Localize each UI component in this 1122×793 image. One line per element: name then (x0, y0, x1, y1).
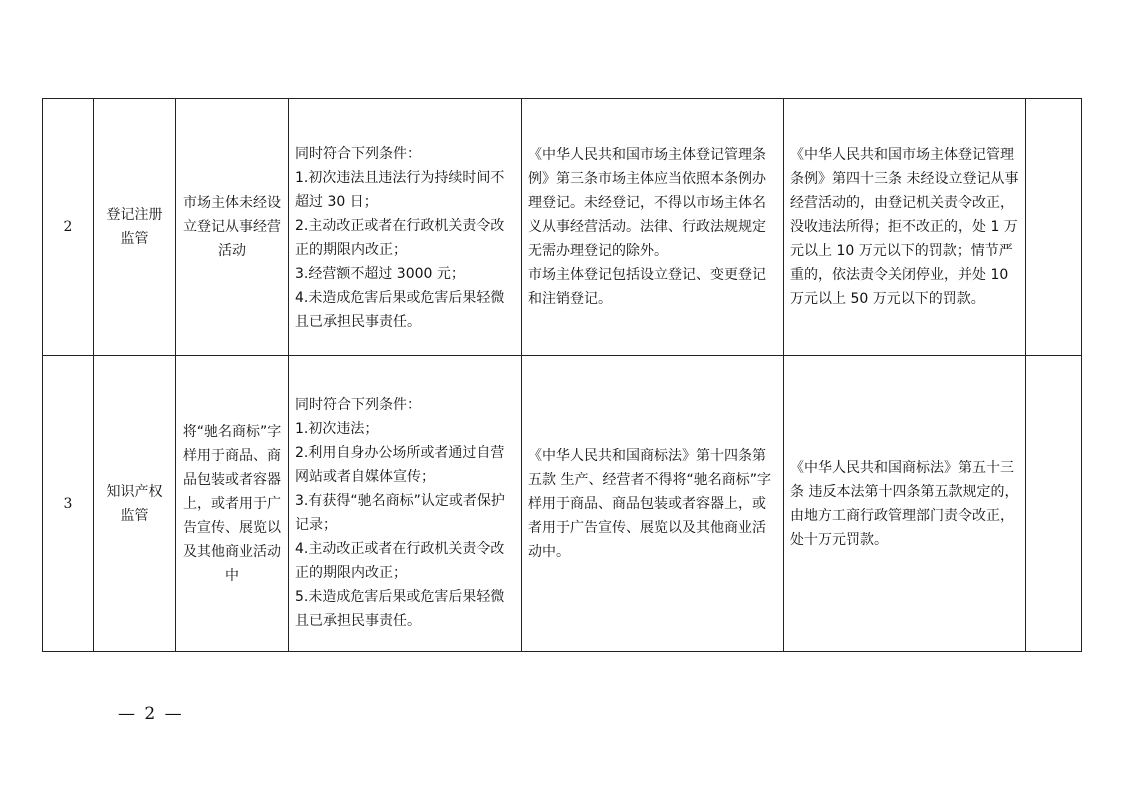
table-row (43, 356, 1082, 652)
page-number: — 2 — (118, 704, 184, 724)
category-cell: 登记注册监管 (94, 99, 176, 356)
condition-line: 2.利用自身办公场所或者通过自营网站或者自媒体宣传； (295, 444, 505, 485)
penalty-basis-cell: 《中华人民共和国商标法》第五十三条 违反本法第十四条第五款规定的，由地方工商行政管理部门责令改正，处十万元罚款。 (784, 356, 1026, 652)
table-row (43, 99, 1082, 356)
condition-line: 4.主动改正或者在行政机关责令改正的期限内改正； (295, 540, 505, 581)
condition-line: 2.主动改正或者在行政机关责令改正的期限内改正； (295, 218, 505, 258)
legal-basis-cell (522, 99, 784, 356)
condition-line: 3.经营额不超过 3000 元； (295, 266, 465, 282)
penalty-basis-cell: 《中华人民共和国市场主体登记管理条例》第四十三条 未经设立登记从事经营活动的，由登记机关责令改正，没收违法所得；拒不改正的，处 1 万元以上 10 万元以下的罚款；情节严重的，依法责令关闭停业，并处 10 万元以上 50 万元以下的罚款。 (784, 99, 1026, 356)
legal-basis-paragraph: 《中华人民共和国市场主体登记管理条例》第三条市场主体应当依照本条例办理登记。未经登记，不得以市场主体名义从事经营活动。法律、行政法规规定无需办理登记的除外。 (528, 147, 766, 259)
condition-line: 1.初次违法且违法行为持续时间不超过 30 日； (295, 170, 505, 210)
legal-basis-cell (522, 356, 784, 652)
conditions-cell (289, 356, 522, 652)
condition-line: 5.未造成危害后果或危害后果轻微且已承担民事责任。 (295, 588, 505, 629)
legal-basis-paragraph: 《中华人民共和国商标法》第十四条第五款 生产、经营者不得将“驰名商标”字样用于商品、商品包装或者容器上，或者用于广告宣传、展览以及其他商业活动中。 (528, 447, 771, 560)
violation-act-cell: 将“驰名商标”字样用于商品、商品包装或者容器上，或者用于广告宣传、展览以及其他商业活动中 (176, 356, 289, 652)
category-cell: 知识产权监管 (94, 356, 176, 652)
condition-line: 4.未造成危害后果或危害后果轻微且已承担民事责任。 (295, 290, 505, 330)
condition-line: 3.有获得“驰名商标”认定或者保护记录； (295, 492, 505, 533)
condition-line: 同时符合下列条件： (295, 146, 421, 162)
row-number: 3 (43, 356, 94, 652)
row-number: 2 (43, 99, 94, 356)
conditions-cell (289, 99, 522, 356)
remark-cell (1026, 99, 1082, 356)
violation-act-cell: 市场主体未经设立登记从事经营活动 (176, 99, 289, 356)
condition-line: 同时符合下列条件： (295, 396, 421, 413)
regulation-table (42, 98, 1082, 652)
legal-basis-paragraph: 市场主体登记包括设立登记、变更登记和注销登记。 (528, 267, 766, 307)
remark-cell (1026, 356, 1082, 652)
condition-line: 1.初次违法； (295, 420, 379, 437)
